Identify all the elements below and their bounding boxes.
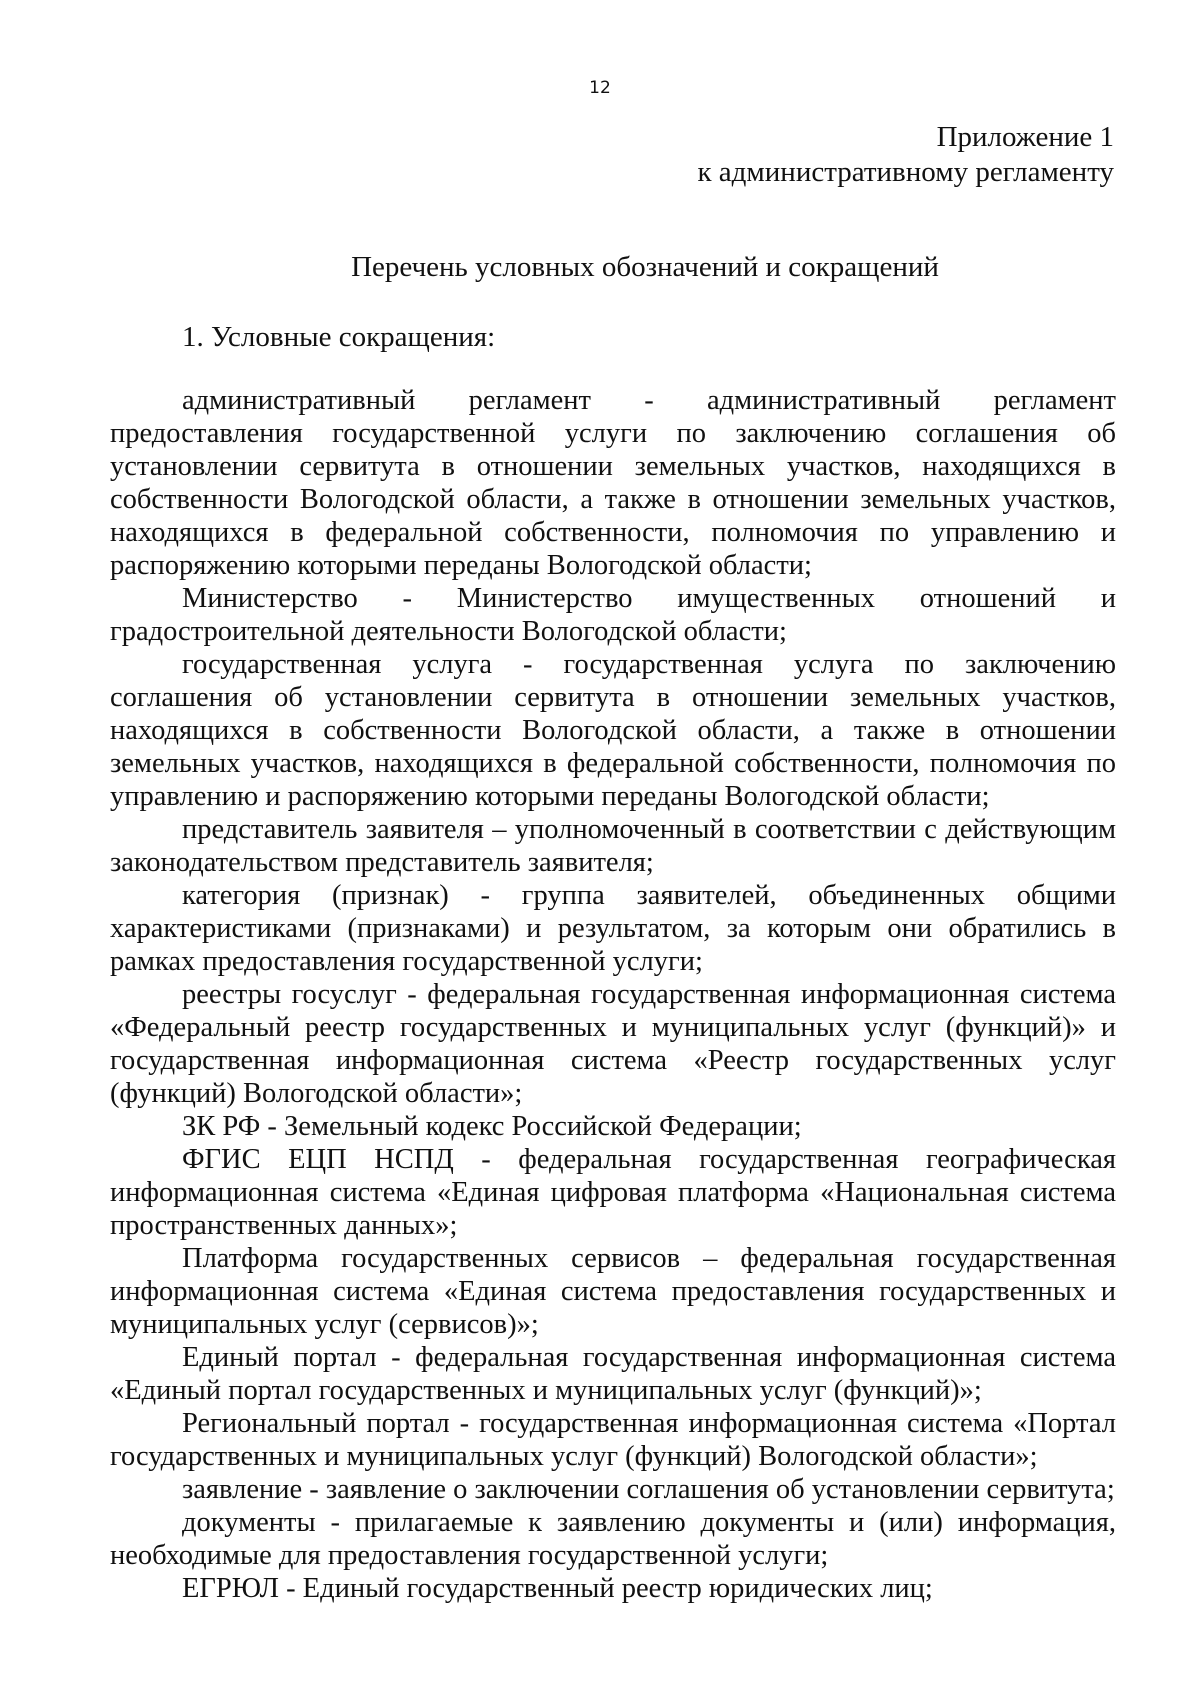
paragraph-admin-regulation: административный регламент - административный регламент предоставления государственной услуги по заключению соглашения об установлении сервитута в отношении земельных участков, находящихся в собственности Вологодской области, а также в отношении земельных участков, находящихся в федеральной собственности, полномочия по управлению и распоряжению которыми переданы Вологодской области; (110, 385, 1116, 581)
section-heading: 1. Условные сокращения: (182, 321, 496, 353)
appendix-reference (697, 120, 1114, 190)
appendix-line-1: Приложение 1 (936, 121, 1114, 153)
abbreviations-list (110, 384, 1116, 1605)
paragraph-category: категория (признак) - группа заявителей, объединенных общими характеристиками (признаками) и результатом, за которым они обратились в рамках предоставления государственной услуги; (110, 880, 1116, 977)
paragraph-state-service: государственная услуга - государственная услуга по заключению соглашения об установлении сервитута в отношении земельных участков, находящихся в собственности Вологодской области, а также в отношении земельных участков, находящихся в федеральной собственности, полномочия по управлению и распоряжению которыми переданы Вологодской области; (110, 649, 1116, 812)
paragraph-land-code: ЗК РФ - Земельный кодекс Российской Федерации; (182, 1111, 802, 1142)
page-number: 12 (589, 78, 611, 98)
appendix-line-2: к административному регламенту (697, 156, 1114, 188)
paragraph-service-registries: реестры госуслуг - федеральная государственная информационная система «Федеральный реестр государственных и муниципальных услуг (функций)» и государственная информационная система «Реестр государственных услуг (функций) Вологодской области»; (110, 979, 1116, 1109)
paragraph-application: заявление - заявление о заключении соглашения об установлении сервитута; (182, 1474, 1115, 1505)
paragraph-regional-portal: Региональный портал - государственная информационная система «Портал государственных и муниципальных услуг (функций) Вологодской области»; (110, 1408, 1116, 1472)
paragraph-services-platform: Платформа государственных сервисов – федеральная государственная информационная система «Единая система предоставления государственных и муниципальных услуг (сервисов)»; (110, 1243, 1116, 1340)
document-title: Перечень условных обозначений и сокращений (351, 251, 939, 283)
paragraph-documents: документы - прилагаемые к заявлению документы и (или) информация, необходимые для предоставления государственной услуги; (110, 1507, 1116, 1571)
paragraph-applicant-representative: представитель заявителя – уполномоченный в соответствии с действующим законодательством представитель заявителя; (110, 814, 1116, 878)
paragraph-unified-portal: Единый портал - федеральная государственная информационная система «Единый портал государственных и муниципальных услуг (функций)»; (110, 1342, 1116, 1406)
paragraph-fgis: ФГИС ЕЦП НСПД - федеральная государственная географическая информационная система «Единая цифровая платформа «Национальная система пространственных данных»; (110, 1144, 1116, 1241)
paragraph-egrul: ЕГРЮЛ - Единый государственный реестр юридических лиц; (182, 1573, 933, 1604)
paragraph-ministry: Министерство - Министерство имущественных отношений и градостроительной деятельности Вологодской области; (110, 583, 1116, 647)
